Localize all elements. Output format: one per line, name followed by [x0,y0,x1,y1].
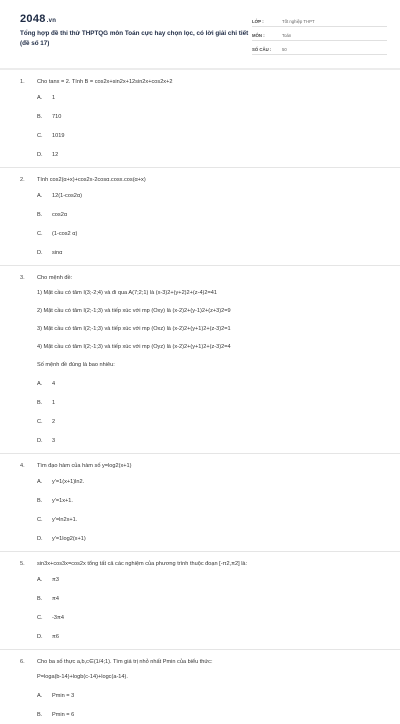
option-text: y'=1x+1. [52,497,73,504]
meta-row-class [252,13,387,27]
question-3 [0,272,400,454]
option-text: 1 [52,399,56,406]
question-number: 3. [20,275,25,281]
option-text: y'=1log2(x+1) [52,535,86,542]
option-text: 4 [52,380,56,387]
question-text: Tìm đạo hàm của hàm số y=log2(x+1) [37,463,132,469]
question-text: Cho tanx = 2. Tính B = cos2x+sin2x+12sin2x+cos2x+2 [37,79,173,85]
option-text: 1019 [52,132,65,139]
question-1 [0,76,400,168]
answer-option[interactable] [37,224,209,243]
option-text: Pmin = 3 [52,692,75,699]
meta-row-subject [252,27,387,41]
option-text: 12(1-cos2α) [52,192,82,199]
answer-option[interactable] [37,126,209,145]
header-divider [0,68,400,70]
option-text: 710 [52,113,62,120]
answer-option[interactable] [37,589,209,608]
question-text: Tính cos2(α+x)+cos2x-2cosα.cosx.cos(α+x) [37,177,146,183]
question-stem [20,174,380,186]
option-letter: C. [37,614,43,621]
option-letter: A. [37,192,43,199]
logo-text: 2048 [20,13,46,25]
question-statement: 2) Mặt cầu có tâm I(2;-1;3) và tiếp xúc với mp (Oxy) là (x-2)2+(y-1)2+(z+3)2=9 [37,308,231,314]
option-letter: A. [37,576,43,583]
option-letter: D. [37,249,43,256]
meta-key: LỚP : [252,19,264,24]
question-divider [0,167,400,168]
answer-option[interactable] [37,145,209,164]
answer-options [20,186,380,262]
option-letter: A. [37,94,43,101]
answer-option[interactable] [37,705,209,724]
answer-option[interactable] [37,686,209,705]
answer-option[interactable] [37,205,209,224]
option-letter: B. [37,595,43,602]
question-number: 2. [20,177,25,183]
answer-option[interactable] [37,88,209,107]
meta-key: MÔN : [252,33,265,38]
option-letter: A. [37,380,43,387]
option-text: (1-cos2 α) [52,230,78,237]
answer-option[interactable] [37,186,209,205]
answer-option[interactable] [37,393,209,412]
question-number: 1. [20,79,25,85]
option-letter: A. [37,478,43,485]
question-stem [20,460,380,472]
option-letter: D. [37,151,43,158]
option-text: y'=ln2x+1. [52,516,78,523]
site-logo[interactable] [20,13,56,25]
option-letter: C. [37,516,43,523]
question-stem [20,558,380,570]
answer-option[interactable] [37,431,209,450]
question-6 [0,656,400,724]
option-text: 1 [52,94,56,101]
document-title: Tổng hợp đề thi thử THPTQG môn Toán cực hay chọn lọc, có lời giải chi tiết (đề số 17) [20,30,249,47]
option-letter: B. [37,211,43,218]
question-5 [0,558,400,650]
answer-option[interactable] [37,491,209,510]
question-statement: 3) Mặt cầu có tâm I(2;-1;3) và tiếp xúc với mp (Oxz) là (x-2)2+(y+1)2+(z-3)2=1 [37,326,231,332]
answer-option[interactable] [37,529,209,548]
document-meta [252,13,387,55]
answer-option[interactable] [37,472,209,491]
option-text: 2 [52,418,56,425]
answer-option[interactable] [37,627,209,646]
answer-option[interactable] [37,243,209,262]
answer-option[interactable] [37,107,209,126]
option-letter: C. [37,132,43,139]
option-text: 12 [52,151,59,158]
question-statement: 1) Mặt cầu có tâm I(3;-2;4) và đi qua A(7;2;1) là (x-3)2+(y+2)2+(z-4)2=41 [37,290,218,296]
question-divider [0,551,400,552]
option-text: y'=1(x+1)ln2. [52,478,85,485]
option-letter: D. [37,437,43,444]
option-letter: C. [37,230,43,237]
question-list [0,76,400,724]
answer-options [20,686,380,724]
question-stem [20,656,380,668]
answer-options [20,472,380,548]
answer-option[interactable] [37,510,209,529]
option-text: -3π4 [52,614,64,621]
meta-value: Tốt nghiệp THPT [282,19,315,24]
option-letter: B. [37,497,43,504]
answer-options [20,570,380,646]
question-divider [0,265,400,266]
option-letter: D. [37,633,43,640]
meta-value: Toán [282,33,292,38]
question-text: Cho mệnh đề: [37,275,73,281]
question-divider [0,649,400,650]
option-letter: B. [37,711,43,718]
question-4 [0,460,400,552]
option-letter: D. [37,535,43,542]
page-header [0,0,400,64]
answer-options [20,88,380,164]
option-letter: C. [37,418,43,425]
logo-suffix: .vn [46,18,57,24]
option-text: π3 [52,576,59,583]
question-text: sin3x+cos3x=cos2x tổng tất cả các nghiệm của phương trình thuộc đoạn [-π2,π2] là: [37,561,248,567]
question-statement: P=loga(b-14)+logb(c-14)+logc(a-14). [37,674,128,680]
question-statement: Số mệnh đề đúng là bao nhiêu: [37,362,115,368]
question-number: 4. [20,463,25,469]
option-letter: B. [37,113,43,120]
option-text: 3 [52,437,56,444]
answer-option[interactable] [37,374,209,393]
question-divider [0,453,400,454]
meta-row-count [252,41,387,55]
meta-key: SỐ CÂU : [252,47,272,52]
option-text: Pmin = 6 [52,711,75,718]
answer-option[interactable] [37,570,209,589]
option-text: π4 [52,595,59,602]
answer-options [20,374,380,450]
meta-value: 50 [282,47,287,52]
option-letter: A. [37,692,43,699]
question-stem [20,272,380,284]
option-text: sinα [52,249,63,256]
option-text: π6 [52,633,59,640]
question-number: 6. [20,659,25,665]
question-stem [20,76,380,88]
option-text: cos2α [52,211,68,218]
answer-option[interactable] [37,412,209,431]
answer-option[interactable] [37,608,209,627]
question-number: 5. [20,561,25,567]
option-letter: B. [37,399,43,406]
question-statement: 4) Mặt cầu có tâm I(2;-1;3) và tiếp xúc với mp (Oyz) là (x-2)2+(y+1)2+(z-3)2=4 [37,344,231,350]
question-2 [0,174,400,266]
question-text: Cho ba số thực a,b,c∈(1/4;1). Tìm giá trị nhỏ nhất Pmin của biểu thức: [37,659,213,665]
